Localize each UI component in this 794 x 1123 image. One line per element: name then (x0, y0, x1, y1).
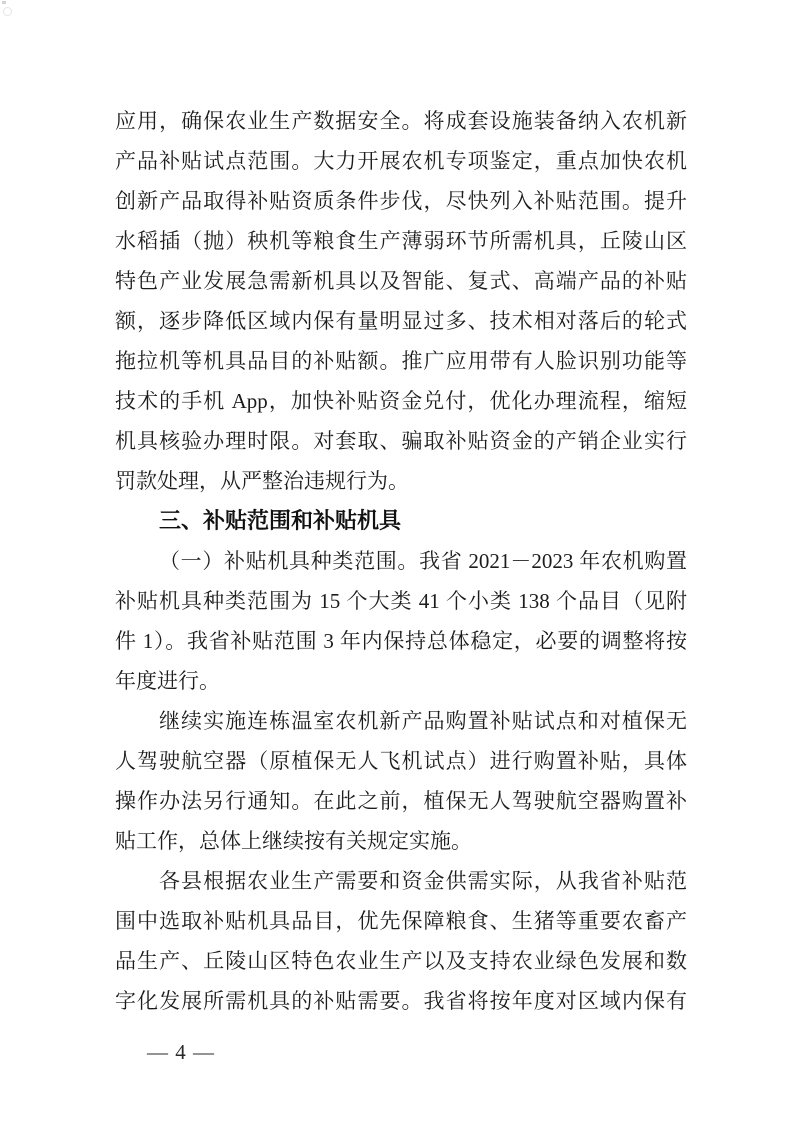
text-line: 件 1）。我省补贴范围 3 年内保持总体稳定，必要的调整将按 (115, 629, 687, 653)
text-line: 产品补贴试点范围。大力开展农机专项鉴定，重点加快农机 (115, 149, 687, 173)
page-number: — 4 — (147, 1040, 215, 1064)
text-line: 贴工作，总体上继续按有关规定实施。 (115, 829, 472, 853)
text-line (115, 541, 687, 581)
section-heading: 三、补贴范围和补贴机具 (159, 508, 402, 533)
text-line: 年度进行。 (115, 669, 220, 693)
text-line: 水稻插（抛）秧机等粮食生产薄弱环节所需机具，丘陵山区 (115, 229, 687, 253)
subsection-lead: （一）补贴机具种类范围。 (159, 549, 420, 573)
scan-artifact (2, 1, 12, 15)
text-line: 创新产品取得补贴资质条件步伐，尽快列入补贴范围。提升 (115, 189, 687, 213)
text-line: 字化发展所需机具的补贴需要。我省将按年度对区域内保有 (115, 989, 687, 1013)
text-line: 机具核验办理时限。对套取、骗取补贴资金的产销企业实行 (115, 429, 687, 453)
text-line: 技术的手机 App，加快补贴资金兑付，优化办理流程，缩短 (115, 389, 687, 413)
text-line: 围中选取补贴机具品目，优先保障粮食、生猪等重要农畜产 (115, 909, 687, 933)
text-line: 应用，确保农业生产数据安全。将成套设施装备纳入农机新 (115, 109, 687, 133)
text-line: 额，逐步降低区域内保有量明显过多、技术相对落后的轮式 (115, 309, 687, 333)
text-run: 我省 2021－2023 年农机购置 (419, 549, 687, 573)
text-line: 操作办法另行通知。在此之前，植保无人驾驶航空器购置补 (115, 789, 687, 813)
text-line: 品生产、丘陵山区特色农业生产以及支持农业绿色发展和数 (115, 949, 687, 973)
text-line: 拖拉机等机具品目的补贴额。推广应用带有人脸识别功能等 (115, 349, 687, 373)
text-line: 各县根据农业生产需要和资金供需实际，从我省补贴范 (159, 869, 687, 893)
page-body (115, 101, 687, 1021)
text-line: 特色产业发展急需新机具以及智能、复式、高端产品的补贴 (115, 269, 687, 293)
text-line: 人驾驶航空器（原植保无人飞机试点）进行购置补贴，具体 (115, 749, 687, 773)
text-line: 罚款处理，从严整治违规行为。 (115, 469, 409, 493)
text-line: 补贴机具种类范围为 15 个大类 41 个小类 138 个品目（见附 (115, 589, 687, 613)
text-line: 继续实施连栋温室农机新产品购置补贴试点和对植保无 (159, 709, 687, 733)
